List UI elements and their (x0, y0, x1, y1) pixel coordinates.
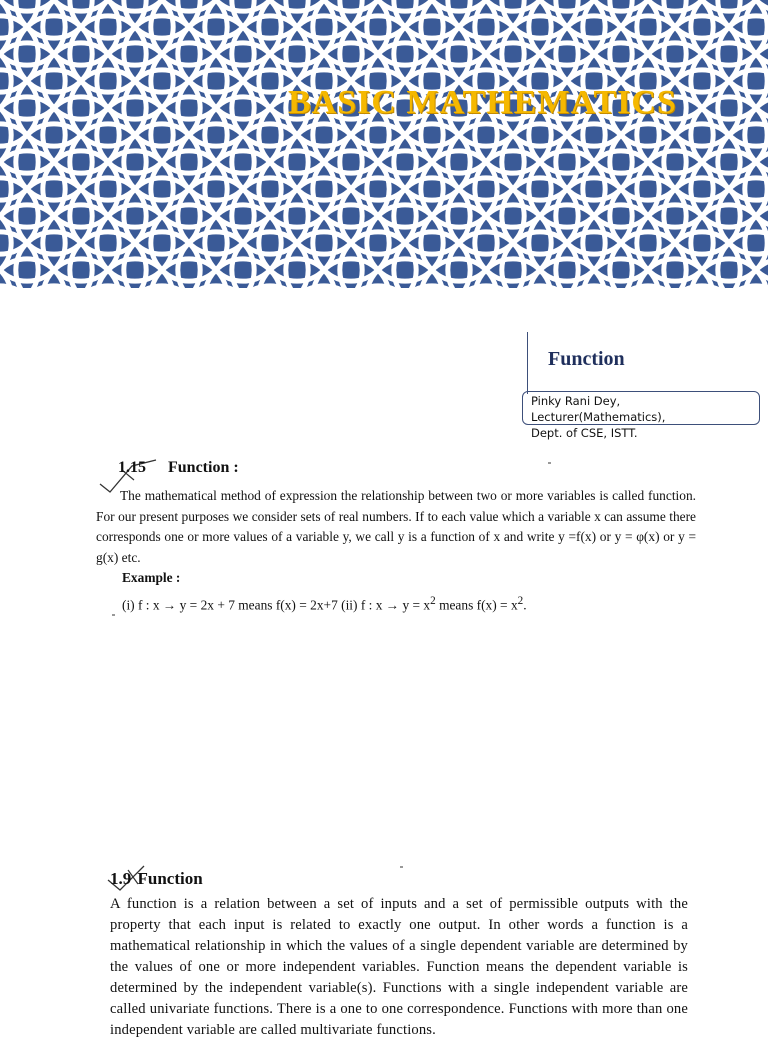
pattern-ring (502, 0, 578, 38)
scanned-excerpt-1 (96, 458, 696, 615)
pattern-ring (232, 286, 308, 288)
pattern-ring (610, 286, 686, 288)
section-title: Function (137, 869, 203, 888)
title-banner (0, 0, 768, 288)
scan-speck (112, 614, 115, 616)
slide-title: Function (548, 348, 625, 370)
section-number: 1.9 (110, 869, 132, 888)
example-text-end: . (523, 596, 527, 612)
section-title: Function : (168, 459, 239, 476)
scan-speck (400, 866, 403, 868)
pattern-ring (178, 0, 254, 38)
pattern-ring (70, 286, 146, 288)
section-heading (110, 868, 688, 894)
section-number: 1.15 (118, 459, 146, 476)
example-exponent-1: 2 (430, 594, 436, 607)
pattern-ring (0, 178, 38, 254)
pattern-ring (556, 286, 632, 288)
author-box (522, 391, 760, 440)
example-label: Example : (122, 570, 181, 585)
example-text-2: means f(x) = x (435, 596, 518, 612)
pattern-ring (664, 0, 740, 38)
pattern-ring (340, 286, 416, 288)
title-divider (527, 332, 528, 394)
pattern-ring (286, 0, 362, 38)
pattern-ring (286, 286, 362, 288)
pattern-ring (556, 0, 632, 38)
pattern-ring (70, 0, 146, 38)
pattern-ring (232, 0, 308, 38)
definition-paragraph: The mathematical method of expression the relationship between two or more variables is called function. For our present purposes we consider sets of real numbers. If to each value which a variable x can assume there corresponds one or more values of a variable y, we call y is a function of x and write y =f(x) or y = φ(x) or y = g(x) etc. (96, 488, 696, 565)
section-heading (96, 458, 696, 486)
pattern-ring (0, 124, 38, 200)
pattern-ring (0, 70, 38, 146)
pattern-ring (448, 286, 524, 288)
pattern-ring (502, 286, 578, 288)
pattern-ring (664, 286, 740, 288)
pattern-ring (340, 0, 416, 38)
definition-paragraph: A function is a relation between a set of inputs and a set of permissible outputs with the property that each input is related to exactly one output. In other words a function is a mathematical relationship in which the values of a single dependent variable are determined by the values of one or more independent variables. Function means the dependent variable is determined by the independent variable(s). Functions with a single independent variable are called univariate functions. There is a one to one correspondence. Functions with more than one independent variable are called multivariate functions. (110, 896, 688, 1038)
pattern-ring (718, 286, 768, 288)
banner-title: BASIC MATHEMATICS (288, 84, 677, 121)
pattern-ring (610, 0, 686, 38)
interlocking-circles-pattern (0, 0, 768, 288)
author-name: Pinky Rani Dey, Lecturer(Mathematics), (531, 394, 666, 424)
example-exponent-2: 2 (517, 594, 524, 607)
pattern-ring (394, 286, 470, 288)
scanned-excerpt-2 (110, 868, 688, 1041)
pattern-ring (124, 286, 200, 288)
pattern-ring (448, 0, 524, 38)
pattern-ring (124, 0, 200, 38)
pattern-ring (16, 0, 92, 38)
pattern-ring (178, 286, 254, 288)
pattern-ring (394, 0, 470, 38)
pattern-ring (0, 16, 38, 92)
example-line (96, 591, 696, 616)
author-department: Dept. of CSE, ISTT. (531, 426, 638, 440)
example-text-1: (i) f : x → y = 2x + 7 means f(x) = 2x+7 (ii) f : x → y = x (122, 596, 431, 612)
pattern-ring (16, 286, 92, 288)
scan-speck (548, 462, 551, 464)
